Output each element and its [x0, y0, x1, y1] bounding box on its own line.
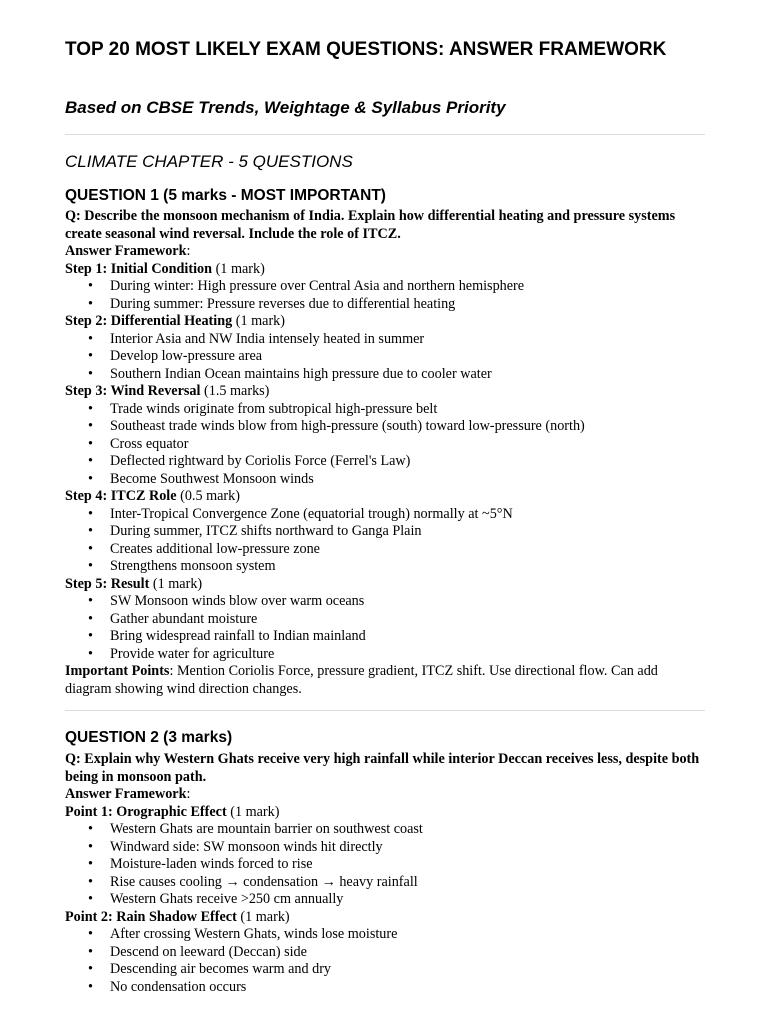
answer-framework-label: Answer Framework: [65, 243, 191, 259]
list-item: • After crossing Western Ghats, winds lose moisture [65, 926, 705, 944]
list-item: • Southeast trade winds blow from high-pressure (south) toward low-pressure (north) [65, 418, 705, 436]
list-item: • During summer, ITCZ shifts northward to Ganga Plain [65, 523, 705, 541]
list-item: • Deflected rightward by Coriolis Force (Ferrel's Law) [65, 453, 705, 471]
important-points: Important Points: Mention Coriolis Force, pressure gradient, ITCZ shift. Use directional flow. Can add diagram showing wind direction changes. [65, 663, 658, 697]
step-4-title: Step 4: ITCZ Role (0.5 mark) [65, 488, 240, 504]
step-5-title: Step 5: Result (1 mark) [65, 575, 203, 592]
step-1-list [65, 278, 705, 313]
list-item: • Become Southwest Monsoon winds [65, 471, 705, 489]
question-1-body [65, 208, 705, 698]
list-item: • Southern Indian Ocean maintains high pressure due to cooler water [65, 366, 705, 384]
list-item: • No condensation occurs [65, 979, 705, 997]
list-item: • Gather abundant moisture [65, 611, 705, 629]
list-item: • Provide water for agriculture [65, 646, 705, 664]
list-item: • SW Monsoon winds blow over warm oceans [65, 593, 705, 611]
divider [65, 710, 705, 711]
point-2-title: Point 2: Rain Shadow Effect (1 mark) [65, 908, 290, 925]
document-title: TOP 20 MOST LIKELY EXAM QUESTIONS: ANSWER FRAMEWORK [65, 39, 667, 60]
document-subtitle: Based on CBSE Trends, Weightage & Syllabus Priority [65, 98, 506, 117]
step-4-list [65, 506, 705, 576]
step-5-list [65, 593, 705, 663]
step-2-list [65, 331, 705, 384]
list-item: • Develop low-pressure area [65, 348, 705, 366]
question-2-text: Q: Explain why Western Ghats receive very high rainfall while interior Deccan receives less, despite both being in monsoon path. [65, 751, 700, 785]
list-item: • Cross equator [65, 436, 705, 454]
chapter-heading: CLIMATE CHAPTER - 5 QUESTIONS [65, 152, 353, 171]
step-3-title: Step 3: Wind Reversal (1.5 marks) [65, 383, 270, 399]
question-1-text: Q: Describe the monsoon mechanism of India. Explain how differential heating and pressure systems create seasonal wind reversal. Include the role of ITCZ. [65, 208, 676, 242]
point-2-list [65, 926, 705, 996]
point-1-title: Point 1: Orographic Effect (1 mark) [65, 803, 280, 820]
answer-framework-label: Answer Framework: [65, 786, 191, 802]
step-2-title: Step 2: Differential Heating (1 mark) [65, 313, 285, 329]
step-3-list [65, 401, 705, 489]
list-item: • During summer: Pressure reverses due to differential heating [65, 296, 705, 314]
list-item: • Moisture-laden winds forced to rise [65, 856, 705, 874]
question-2-heading: QUESTION 2 (3 marks) [65, 729, 233, 746]
list-item: • Creates additional low-pressure zone [65, 541, 705, 559]
list-item: • Interior Asia and NW India intensely heated in summer [65, 331, 705, 349]
list-item: • Windward side: SW monsoon winds hit directly [65, 839, 705, 857]
list-item: • During winter: High pressure over Central Asia and northern hemisphere [65, 278, 705, 296]
list-item: • Descending air becomes warm and dry [65, 961, 705, 979]
divider [65, 134, 705, 135]
list-item: • Inter-Tropical Convergence Zone (equatorial trough) normally at ~5°N [65, 506, 705, 524]
step-1-title: Step 1: Initial Condition (1 mark) [65, 260, 265, 277]
question-1-heading: QUESTION 1 (5 marks - MOST IMPORTANT) [65, 187, 386, 204]
list-item: • Trade winds originate from subtropical high-pressure belt [65, 401, 705, 419]
list-item: • Western Ghats receive >250 cm annually [65, 891, 705, 909]
list-item: • Strengthens monsoon system [65, 558, 705, 576]
question-2-body [65, 751, 705, 996]
list-item: • Descend on leeward (Deccan) side [65, 944, 705, 962]
point-1-list [65, 821, 705, 909]
list-item: • Rise causes cooling → condensation → heavy rainfall [65, 874, 705, 892]
list-item: • Bring widespread rainfall to Indian mainland [65, 628, 705, 646]
list-item: • Western Ghats are mountain barrier on southwest coast [65, 821, 705, 839]
